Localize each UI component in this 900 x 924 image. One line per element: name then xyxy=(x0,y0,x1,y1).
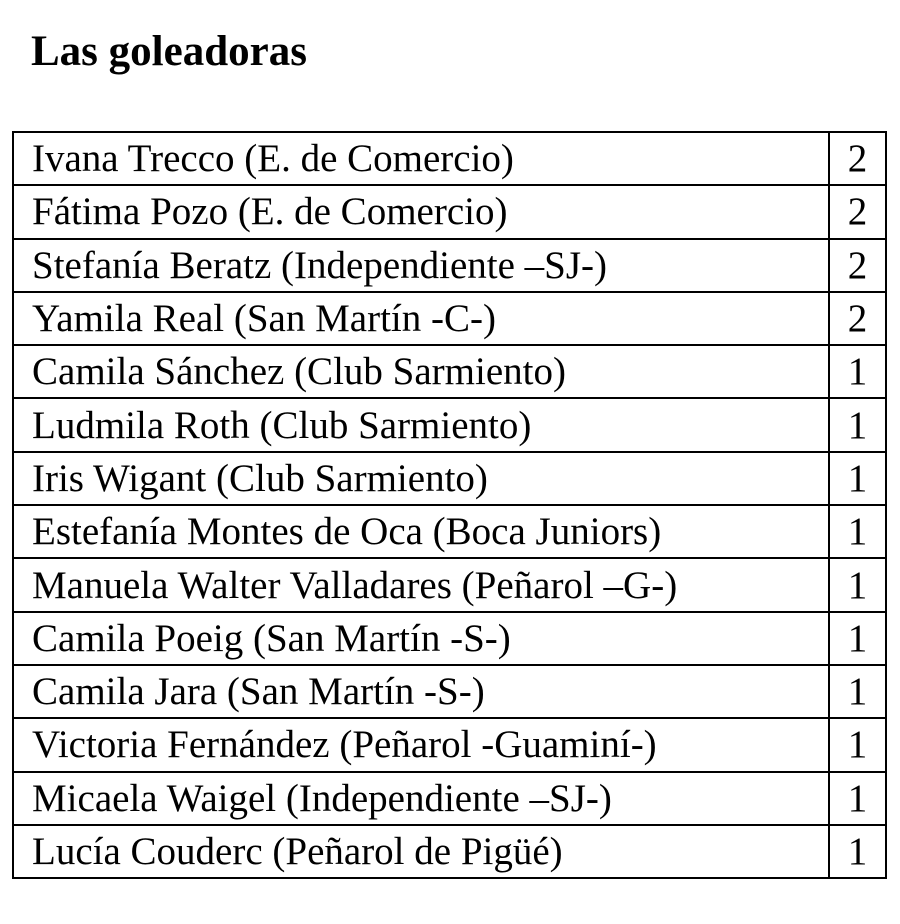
scorer-name: Camila Sánchez (Club Sarmiento) xyxy=(13,345,829,398)
goal-count: 2 xyxy=(829,239,886,292)
table-row xyxy=(13,665,886,718)
table-row xyxy=(13,772,886,825)
table-row xyxy=(13,505,886,558)
goal-count: 2 xyxy=(829,292,886,345)
goal-count: 2 xyxy=(829,185,886,238)
scorer-name: Fátima Pozo (E. de Comercio) xyxy=(13,185,829,238)
goal-count: 1 xyxy=(829,558,886,611)
goal-count: 1 xyxy=(829,825,886,878)
goal-count: 1 xyxy=(829,505,886,558)
scorer-name: Ivana Trecco (E. de Comercio) xyxy=(13,132,829,185)
goal-count: 2 xyxy=(829,132,886,185)
table-row xyxy=(13,612,886,665)
table-row xyxy=(13,558,886,611)
goal-count: 1 xyxy=(829,665,886,718)
scorer-name: Ludmila Roth (Club Sarmiento) xyxy=(13,398,829,451)
table-row xyxy=(13,452,886,505)
scorer-name: Stefanía Beratz (Independiente –SJ-) xyxy=(13,239,829,292)
table-row xyxy=(13,132,886,185)
goal-count: 1 xyxy=(829,772,886,825)
scorer-name: Estefanía Montes de Oca (Boca Juniors) xyxy=(13,505,829,558)
table-row xyxy=(13,292,886,345)
page-title: Las goleadoras xyxy=(31,28,307,75)
scorer-name: Camila Poeig (San Martín -S-) xyxy=(13,612,829,665)
table-row xyxy=(13,185,886,238)
scorer-name: Micaela Waigel (Independiente –SJ-) xyxy=(13,772,829,825)
goal-count: 1 xyxy=(829,452,886,505)
goal-count: 1 xyxy=(829,612,886,665)
scorer-name: Yamila Real (San Martín -C-) xyxy=(13,292,829,345)
table-row xyxy=(13,718,886,771)
table-row xyxy=(13,345,886,398)
scorer-name: Camila Jara (San Martín -S-) xyxy=(13,665,829,718)
scorer-name: Iris Wigant (Club Sarmiento) xyxy=(13,452,829,505)
goal-count: 1 xyxy=(829,718,886,771)
scorer-name: Manuela Walter Valladares (Peñarol –G-) xyxy=(13,558,829,611)
scorer-name: Victoria Fernández (Peñarol -Guaminí-) xyxy=(13,718,829,771)
goal-count: 1 xyxy=(829,345,886,398)
table-row xyxy=(13,239,886,292)
scorer-name: Lucía Couderc (Peñarol de Pigüé) xyxy=(13,825,829,878)
scorers-table xyxy=(12,131,887,879)
table-row xyxy=(13,825,886,878)
table-row xyxy=(13,398,886,451)
goal-count: 1 xyxy=(829,398,886,451)
